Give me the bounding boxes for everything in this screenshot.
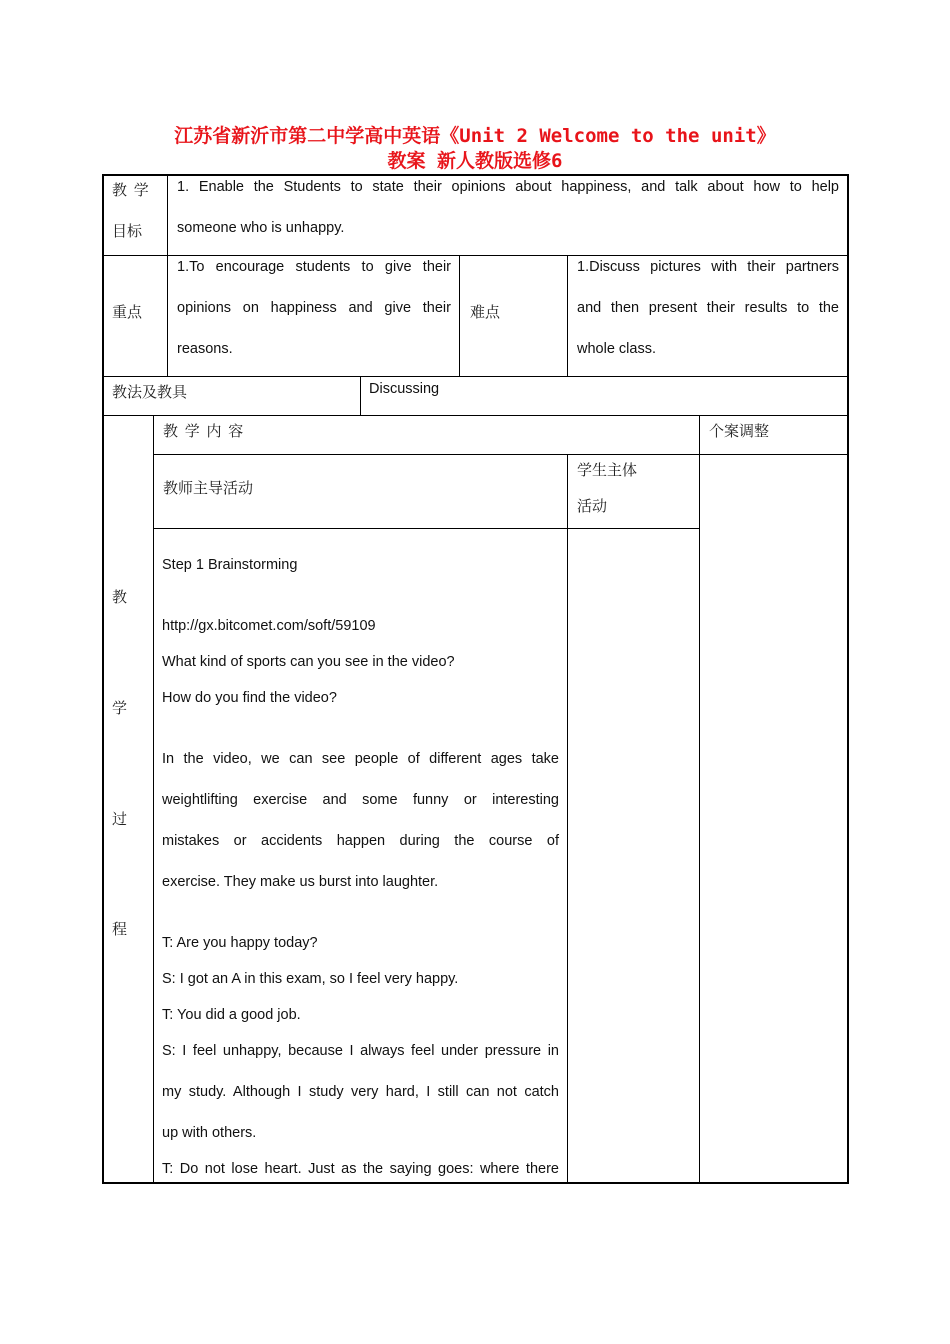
process-char-1: 教 — [112, 588, 128, 606]
dialogue-line-2: S: I got an A in this exam, so I feel very happy. — [162, 971, 459, 987]
dialogue-line-4 — [162, 1031, 559, 1154]
video-url: http://gx.bitcomet.com/soft/59109 — [162, 618, 376, 634]
difficulty-line-1: 1.Discuss pictures with their partners — [577, 259, 839, 275]
objectives-label-top: 教 学 — [112, 181, 150, 199]
dialogue-line-5a: T: Do not lose heart. Just as the saying goes: where there — [162, 1161, 559, 1177]
objectives-line-1: 1. Enable the Students to state their opinions about happiness, and talk about how to help — [177, 179, 839, 195]
difficulty-label: 难点 — [470, 303, 501, 321]
video-description-line-2: weightlifting exercise and some funny or interesting — [162, 792, 559, 808]
dialogue-line-4a: S: I feel unhappy, because I always feel under pressure in — [162, 1043, 559, 1059]
keypoints-text — [177, 247, 451, 370]
process-char-3: 过 — [112, 810, 128, 828]
objectives-text — [177, 167, 839, 249]
dialogue-line-5 — [162, 1149, 559, 1190]
method-label: 教法及教具 — [112, 383, 188, 401]
dialogue-line-1: T: Are you happy today? — [162, 935, 318, 951]
method-value: Discussing — [369, 381, 440, 397]
difficulty-line-3: whole class. — [577, 341, 656, 357]
keypoints-label: 重点 — [112, 303, 143, 321]
difficulty-line-2: and then present their results to the — [577, 300, 839, 316]
process-char-4: 程 — [112, 920, 128, 938]
keypoints-line-2: opinions on happiness and give their — [177, 300, 451, 316]
student-activity-header-2: 活动 — [577, 497, 608, 515]
keypoints-line-3: reasons. — [177, 341, 233, 357]
process-char-2: 学 — [112, 699, 128, 717]
objectives-line-2: someone who is unhappy. — [177, 220, 345, 236]
video-description-line-3: mistakes or accidents happen during the course of — [162, 833, 559, 849]
video-description-line-4: exercise. They make us burst into laughter. — [162, 874, 439, 890]
dialogue-line-4b: my study. Although I study very hard, I still can not catch — [162, 1084, 559, 1100]
student-activity-header-1: 学生主体 — [577, 461, 638, 479]
teacher-activity-header: 教师主导活动 — [163, 479, 254, 497]
video-description-line-1: In the video, we can see people of different ages take — [162, 751, 559, 767]
dialogue-line-3: T: You did a good job. — [162, 1007, 301, 1023]
step-heading: Step 1 Brainstorming — [162, 557, 298, 573]
content-header: 教 学 内 容 — [163, 422, 245, 440]
difficulty-text — [577, 247, 839, 370]
keypoints-line-1: 1.To encourage students to give their — [177, 259, 451, 275]
question-2: How do you find the video? — [162, 690, 337, 706]
video-description — [162, 739, 559, 903]
document-title-line-1: 江苏省新沂市第二中学高中英语《Unit 2 Welcome to the unit》 — [174, 125, 776, 147]
question-1: What kind of sports can you see in the video? — [162, 654, 455, 670]
dialogue-line-4c: up with others. — [162, 1125, 257, 1141]
objectives-label-bottom: 目标 — [112, 222, 143, 240]
adjust-header: 个案调整 — [709, 422, 770, 440]
document-title-line-2: 教案 新人教版选修6 — [387, 150, 563, 172]
